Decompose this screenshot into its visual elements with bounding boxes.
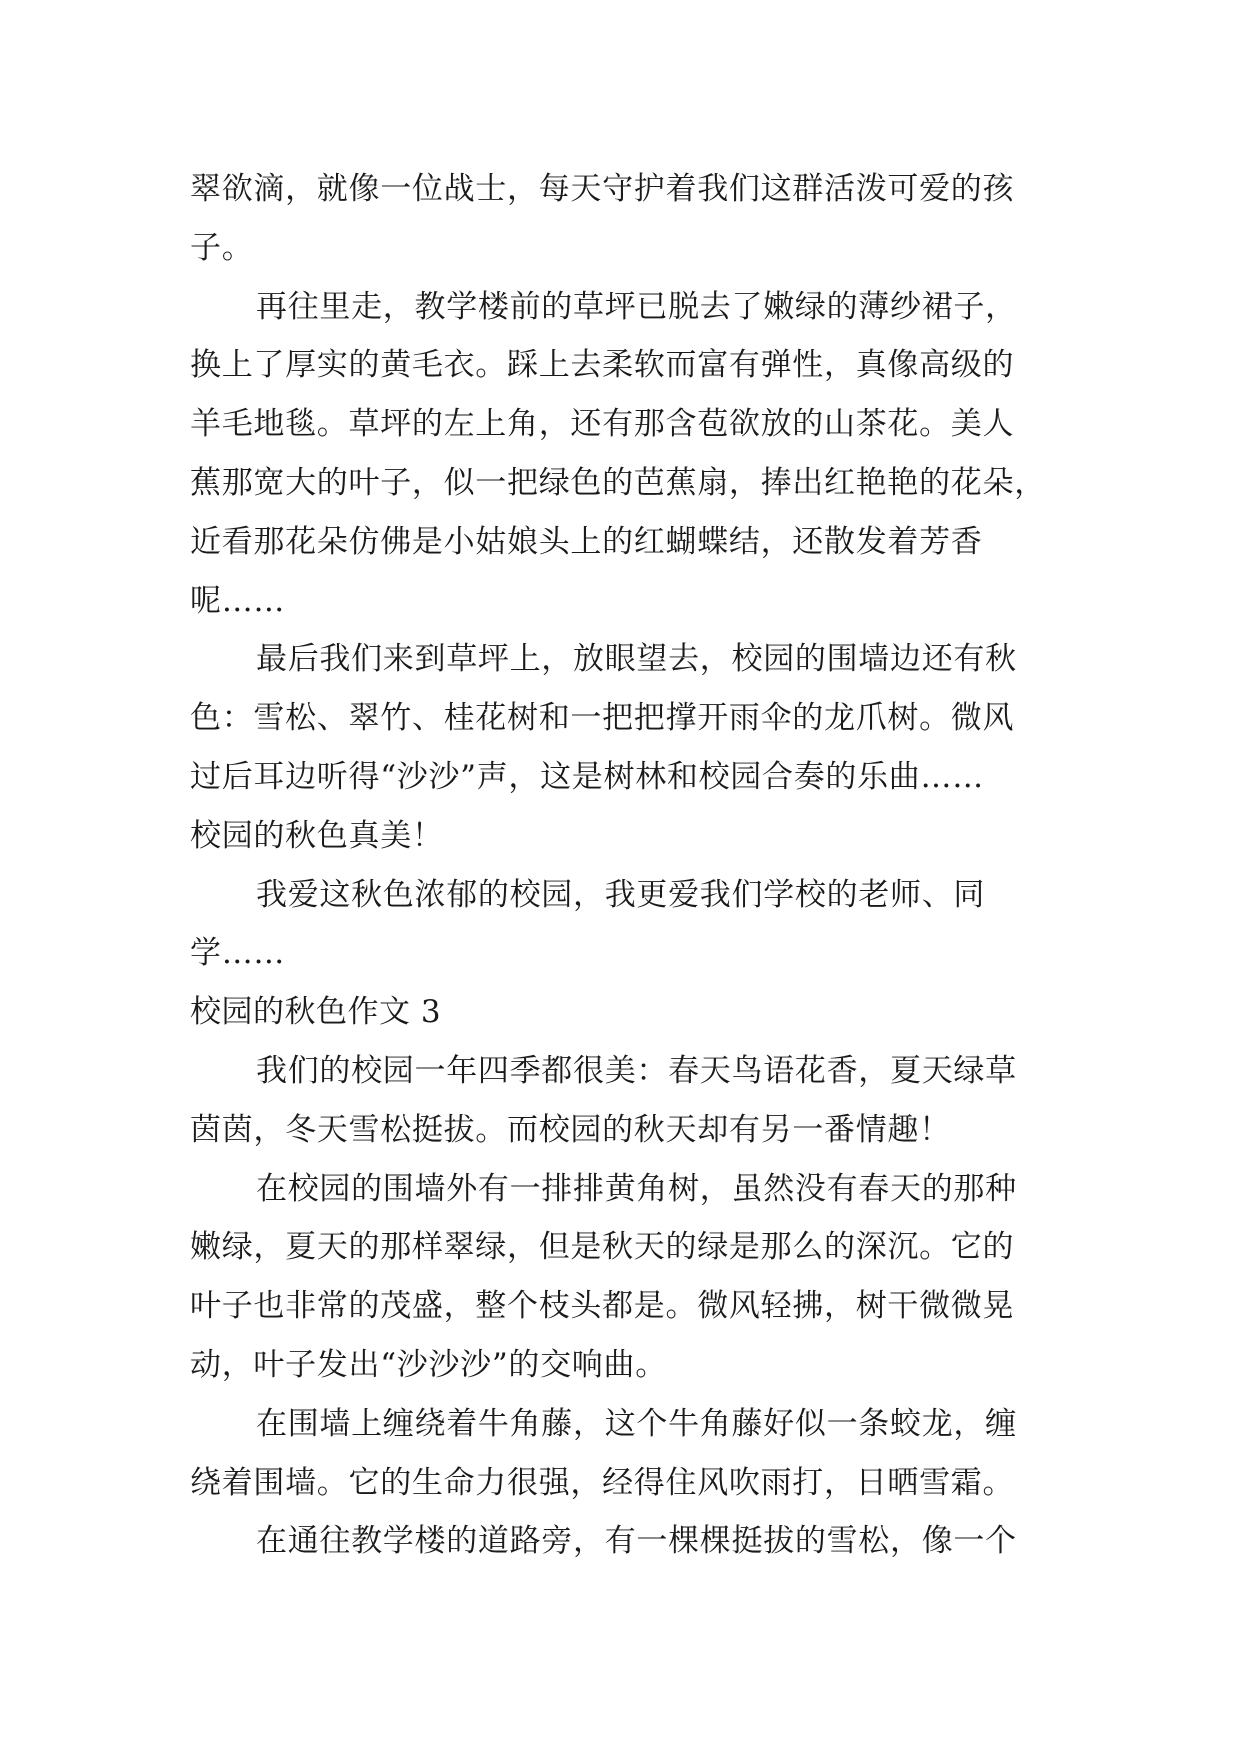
text-line: 羊毛地毯。草坪的左上角，还有那含苞欲放的山茶花。美人 (190, 406, 1015, 443)
text-line: 学…… (190, 935, 286, 972)
text-line: 换上了厚实的黄毛衣。踩上去柔软而富有弹性，真像高级的 (190, 347, 1015, 384)
text-line: 过后耳边听得“沙沙”声，这是树林和校园合奏的乐曲…… (190, 758, 984, 795)
text-line: 近看那花朵仿佛是小姑娘头上的红蝴蝶结，还散发着芳香 (190, 523, 983, 560)
text-line: 叶子也非常的茂盛，整个枝头都是。微风轻拂，树干微微晃 (190, 1288, 1015, 1325)
text-line: 呢…… (190, 582, 286, 619)
paragraph-start-line: 在校园的围墙外有一排排黄角树，虽然没有春天的那种 (256, 1170, 1017, 1207)
paragraph-start-line: 再往里走，教学楼前的草坪已脱去了嫩绿的薄纱裙子， (256, 288, 1017, 325)
text-line: 绕着围墙。它的生命力很强，经得住风吹雨打，日晒雪霜。 (190, 1464, 1015, 1501)
text-line: 色：雪松、翠竹、桂花树和一把把撑开雨伞的龙爪树。微风 (190, 700, 1015, 737)
paragraph-start-line: 最后我们来到草坪上，放眼望去，校园的围墙边还有秋 (256, 641, 1017, 678)
essay-body (190, 160, 1070, 1571)
text-line: 翠欲滴，就像一位战士，每天守护着我们这群活泼可爱的孩 (190, 171, 1015, 207)
paragraph-start-line: 我们的校园一年四季都很美：春天鸟语花香，夏天绿草 (256, 1052, 1017, 1089)
text-line: 蕉那宽大的叶子，似一把绿色的芭蕉扇，捧出红艳艳的花朵， (190, 464, 1046, 501)
paragraph-start-line: 在围墙上缠绕着牛角藤，这个牛角藤好似一条蛟龙，缠 (256, 1405, 1017, 1442)
text-line: 嫩绿，夏天的那样翠绿，但是秋天的绿是那么的深沉。它的 (190, 1229, 1015, 1266)
text-line: 校园的秋色真美！ (190, 817, 444, 854)
paragraph-start-line: 在通往教学楼的道路旁，有一棵棵挺拔的雪松，像一个 (256, 1523, 1017, 1560)
text-line: 子。 (190, 229, 254, 266)
paragraph-start-line: 我爱这秋色浓郁的校园，我更爱我们学校的老师、同 (256, 876, 986, 913)
text-line: 动，叶子发出“沙沙沙”的交响曲。 (190, 1346, 667, 1383)
section-heading: 校园的秋色作文 3 (190, 994, 442, 1031)
text-line: 茵茵，冬天雪松挺拔。而校园的秋天却有另一番情趣！ (190, 1111, 951, 1148)
